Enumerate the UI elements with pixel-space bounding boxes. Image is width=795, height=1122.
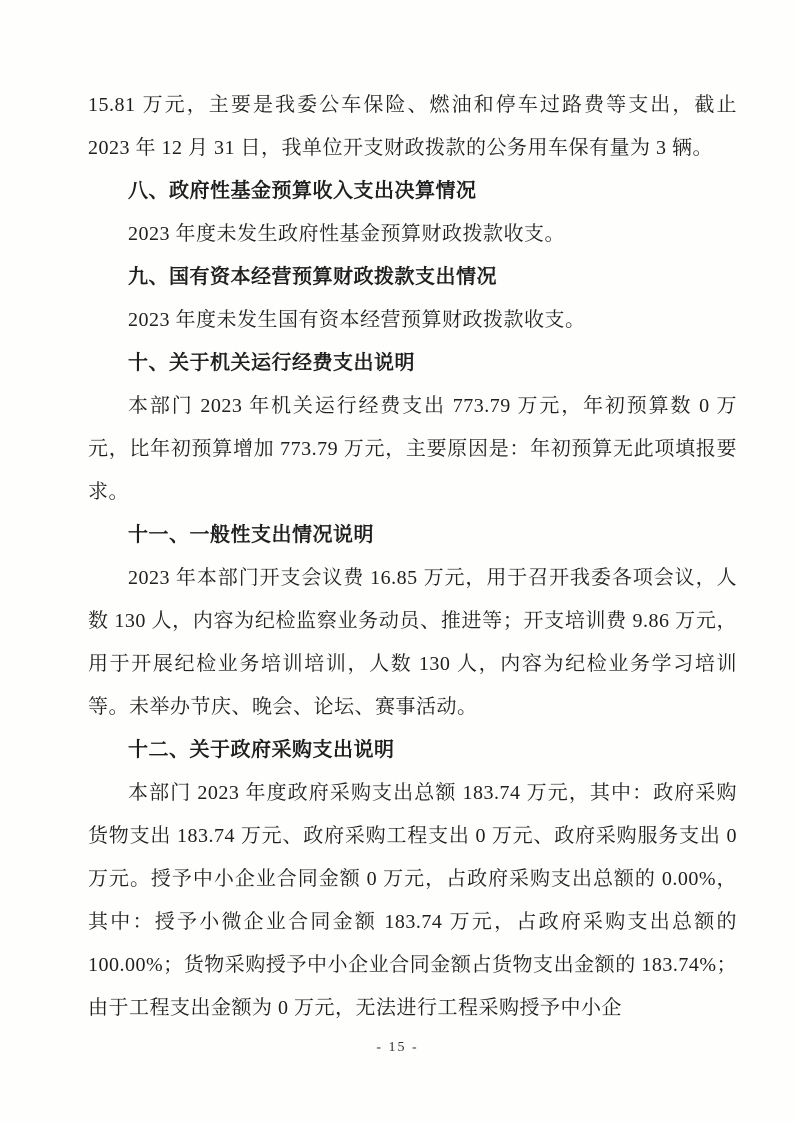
page-number: - 15 - [376, 1040, 419, 1055]
paragraph-government-procurement-detail: 本部门 2023 年度政府采购支出总额 183.74 万元，其中：政府采购货物支出 183.74 万元、政府采购工程支出 0 万元、政府采购服务支出 0 万元。授予中小企业合同金额 0 万元，占政府采购支出总额的 0.00%，其中：授予小微企业合同金额 183.74 万元，占政府采购支出总额的 100.00%；货物采购授予中小企业合同金额占货物支出金额的 183.74%；由于工程支出金额为 0 万元，无法进行工程采购授予中小企 [88, 782, 737, 1019]
paragraph-general-expense-detail: 2023 年本部门开支会议费 16.85 万元，用于召开我委各项会议，人数 130 人，内容为纪检监察业务动员、推进等；开支培训费 9.86 万元，用于开展纪检业务培训培训，人数 130 人，内容为纪检业务学习培训等。未举办节庆、晚会、论坛、赛事活动。 [88, 567, 737, 718]
paragraph-agency-operating-expense: 本部门 2023 年机关运行经费支出 773.79 万元，年初预算数 0 万元，比年初预算增加 773.79 万元，主要原因是：年初预算无此项填报要求。 [88, 395, 737, 503]
section-heading-9-state-capital-budget: 九、国有资本经营预算财政拨款支出情况 [128, 266, 497, 288]
section-heading-12-government-procurement: 十二、关于政府采购支出说明 [128, 739, 395, 761]
section-heading-11-general-expense: 十一、一般性支出情况说明 [128, 524, 374, 546]
section-heading-8-government-fund-budget: 八、政府性基金预算收入支出决算情况 [128, 180, 477, 202]
section-heading-10-agency-operating-expense: 十、关于机关运行经费支出说明 [128, 352, 415, 374]
paragraph-state-capital-none: 2023 年度未发生国有资本经营预算财政拨款收支。 [128, 309, 586, 331]
paragraph-government-fund-none: 2023 年度未发生政府性基金预算财政拨款收支。 [128, 223, 565, 245]
paragraph-continuation-vehicle-expense: 15.81 万元，主要是我委公车保险、燃油和停车过路费等支出，截止 2023 年 12 月 31 日，我单位开支财政拨款的公务用车保有量为 3 辆。 [88, 94, 737, 159]
